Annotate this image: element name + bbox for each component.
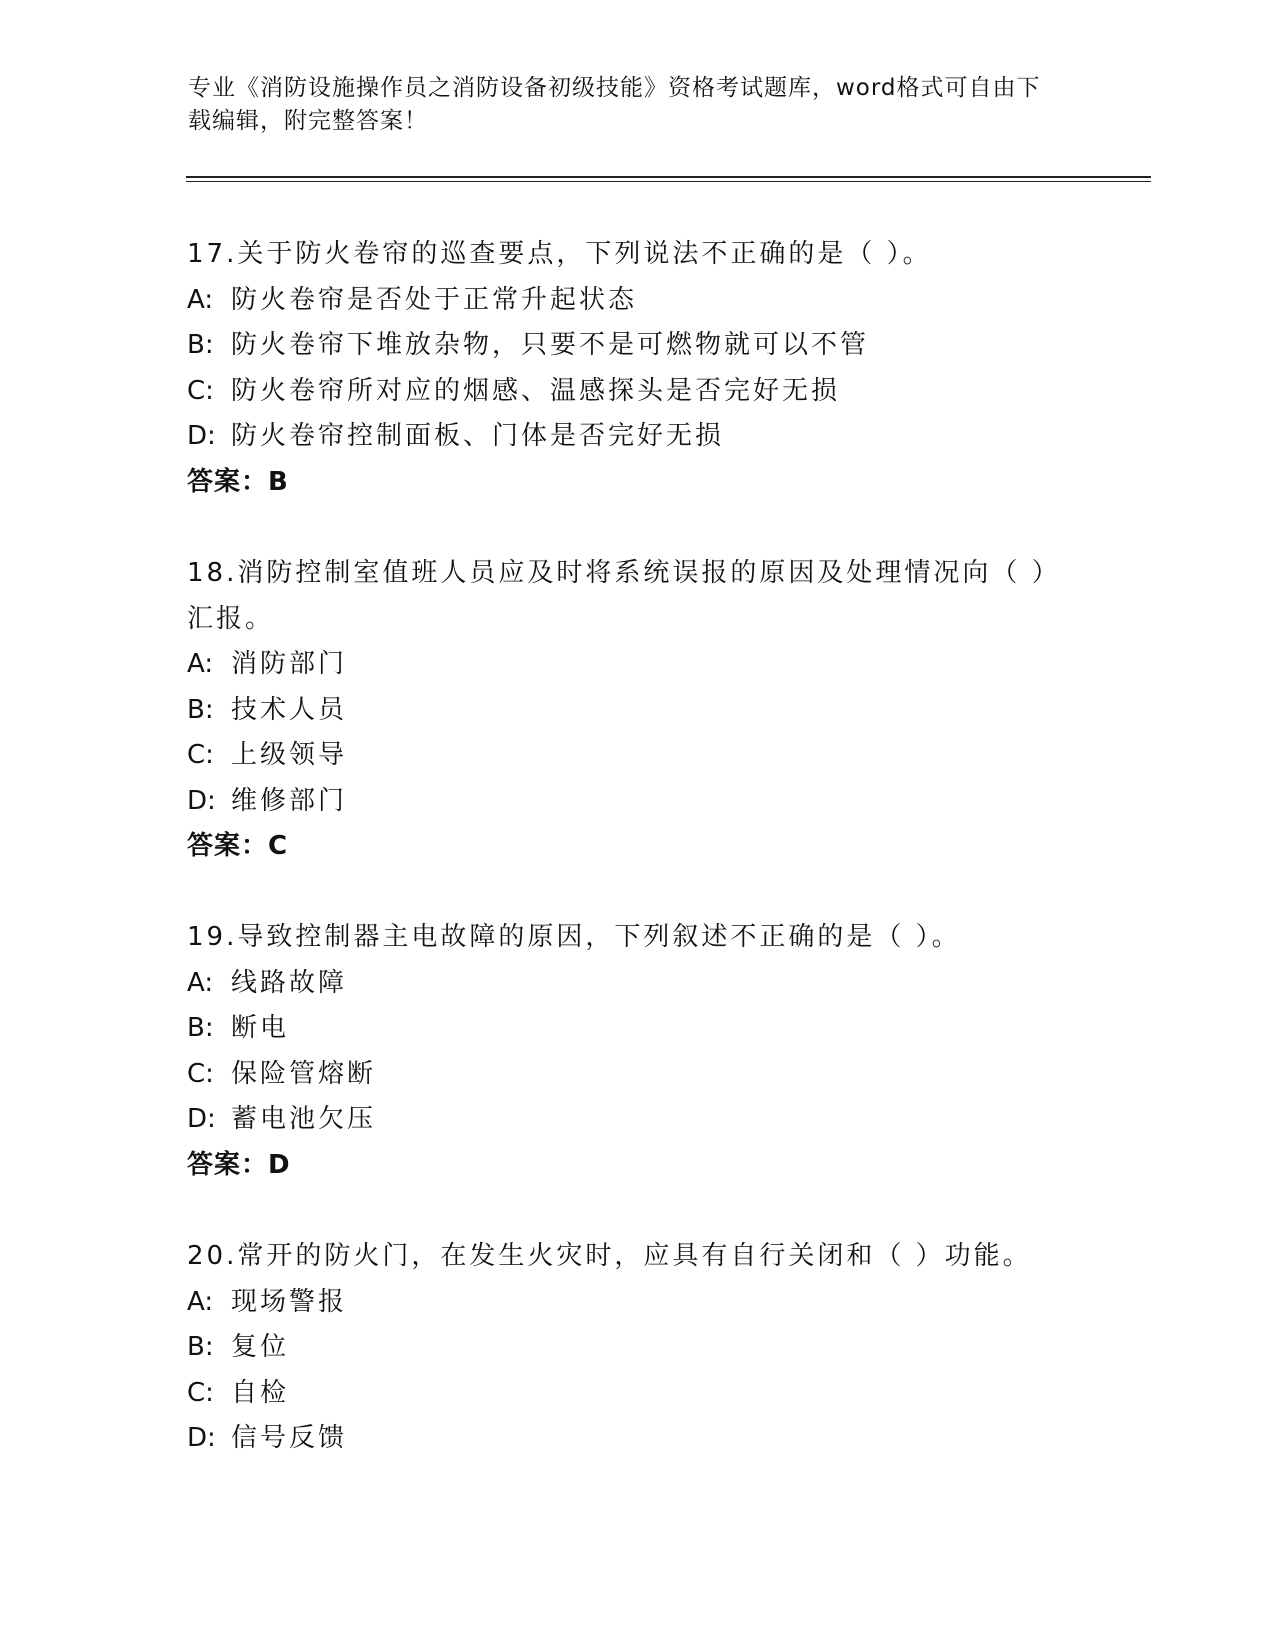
- option-letter: B:: [187, 1332, 214, 1362]
- option-c: [187, 369, 1087, 415]
- option-text: 防火卷帘是否处于正常升起状态: [231, 284, 638, 315]
- option-letter: C:: [187, 740, 214, 770]
- option-text: 消防部门: [231, 649, 348, 679]
- question-stem: 19.导致控制器主电故障的原因，下列叙述不正确的是（ ）。: [187, 922, 961, 952]
- question-18: [187, 551, 1087, 870]
- option-letter: D:: [187, 1423, 216, 1453]
- option-letter: A:: [187, 284, 214, 315]
- option-b: [187, 1006, 1087, 1052]
- option-b: [187, 323, 1087, 369]
- option-text: 防火卷帘控制面板、门体是否完好无损: [231, 421, 725, 451]
- option-letter: C:: [187, 375, 214, 406]
- option-a: [187, 1280, 1087, 1326]
- option-letter: D:: [187, 785, 216, 816]
- option-text: 技术人员: [231, 694, 348, 725]
- option-c: [187, 1052, 1087, 1098]
- option-a: [187, 961, 1087, 1007]
- option-c: [187, 733, 1087, 779]
- header-divider-thin: [186, 181, 1151, 182]
- option-b: [187, 1325, 1087, 1371]
- answer-line: 答案：D: [187, 1149, 291, 1180]
- option-letter: A:: [187, 967, 214, 998]
- option-c: [187, 1371, 1087, 1417]
- option-letter: B:: [187, 1013, 214, 1043]
- option-letter: D:: [187, 421, 216, 451]
- question-20: [187, 1234, 1087, 1462]
- option-letter: C:: [187, 1377, 214, 1408]
- option-text: 上级领导: [231, 740, 348, 770]
- answer-line: 答案：C: [187, 831, 289, 861]
- option-d: [187, 1416, 1087, 1462]
- option-letter: C:: [187, 1058, 214, 1089]
- option-text: 复位: [231, 1332, 290, 1362]
- option-text: 防火卷帘所对应的烟感、温感探头是否完好无损: [231, 375, 841, 406]
- option-letter: A:: [187, 1286, 214, 1317]
- option-text: 保险管熔断: [231, 1058, 377, 1089]
- question-stem-continued: 汇报。: [187, 603, 275, 634]
- option-a: [187, 642, 1087, 688]
- option-text: 自检: [231, 1377, 290, 1408]
- option-letter: B:: [187, 694, 214, 725]
- option-letter: B:: [187, 330, 214, 360]
- option-text: 现场警报: [231, 1286, 348, 1317]
- question-stem: 20.常开的防火门，在发生火灾时，应具有自行关闭和（ ）功能。: [187, 1241, 1032, 1271]
- option-text: 断电: [231, 1013, 290, 1043]
- option-text: 维修部门: [231, 785, 348, 816]
- option-d: [187, 414, 1087, 460]
- question-17: [187, 232, 1087, 505]
- option-d: [187, 779, 1087, 825]
- document-header: [188, 72, 1068, 138]
- option-b: [187, 688, 1087, 734]
- header-line-2: 载编辑，附完整答案！: [188, 108, 428, 134]
- option-letter: A:: [187, 649, 214, 679]
- option-text: 蓄电池欠压: [231, 1104, 377, 1134]
- option-text: 线路故障: [231, 967, 348, 998]
- header-divider-thick: [186, 176, 1151, 178]
- question-stem: 18.消防控制室值班人员应及时将系统误报的原因及处理情况向（ ）: [187, 558, 1061, 588]
- header-line-1: 专业《消防设施操作员之消防设备初级技能》资格考试题库，word格式可自由下: [188, 75, 1041, 101]
- option-text: 信号反馈: [231, 1423, 348, 1453]
- option-letter: D:: [187, 1104, 216, 1134]
- question-stem: 17.关于防火卷帘的巡查要点，下列说法不正确的是（ ）。: [187, 239, 932, 269]
- option-a: [187, 278, 1087, 324]
- answer-line: 答案：B: [187, 466, 289, 497]
- question-19: [187, 915, 1087, 1188]
- option-d: [187, 1097, 1087, 1143]
- option-text: 防火卷帘下堆放杂物，只要不是可燃物就可以不管: [231, 330, 870, 360]
